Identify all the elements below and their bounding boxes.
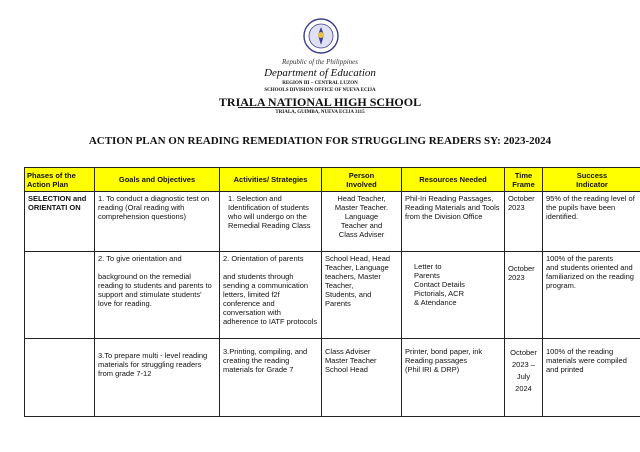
cell-indicator: 95% of the reading level of the pupils have been identified. bbox=[543, 192, 640, 252]
table-row bbox=[25, 192, 640, 252]
cell-person: Head Teacher, Master Teacher. Language Teacher and Class Adviser bbox=[322, 192, 402, 252]
cell-phase: SELECTION and ORIENTATI ON bbox=[25, 192, 95, 252]
deped-seal-logo bbox=[303, 18, 339, 54]
col-indicator: Success Indicator bbox=[543, 168, 640, 192]
col-person: Person Involved bbox=[322, 168, 402, 192]
cell-phase bbox=[25, 252, 95, 339]
col-resources: Resources Needed bbox=[402, 168, 505, 192]
department-name: Department of Education bbox=[264, 67, 376, 79]
school-name: TRIALA NATIONAL HIGH SCHOOL bbox=[218, 95, 422, 109]
cell-person: Class Adviser Master Teacher School Head bbox=[322, 339, 402, 417]
cell-resources: Phil-Iri Reading Passages, Reading Materials and Tools from the Division Office bbox=[402, 192, 505, 252]
cell-goal: 1. To conduct a diagnostic test on reading (Oral reading with comprehension questions) bbox=[95, 192, 220, 252]
cell-activity: 2. Orientation of parents and students through sending a communication letters, limited f2f conference and conversation with adherence to IATF protocols bbox=[220, 252, 322, 339]
division-line: SCHOOLS DIVISION OFFICE OF NUEVA ECIJA bbox=[264, 88, 376, 93]
cell-time: October 2023 bbox=[505, 192, 543, 252]
cell-time: October 2023 bbox=[505, 252, 543, 339]
region-line: REGION III – CENTRAL LUZON bbox=[282, 81, 358, 86]
table-row bbox=[25, 252, 640, 339]
cell-phase bbox=[25, 339, 95, 417]
cell-person: School Head, Head Teacher, Language teachers, Master Teacher, Students, and Parents bbox=[322, 252, 402, 339]
cell-goal: 3.To prepare multi - level reading materials for struggling readers from grade 7-12 bbox=[95, 339, 220, 417]
republic-line: Republic of the Philippines bbox=[281, 58, 358, 66]
col-goals: Goals and Objectives bbox=[95, 168, 220, 192]
cell-resources: Printer, bond paper, ink Reading passages (Phil IRI & DRP) bbox=[402, 339, 505, 417]
cell-indicator: 100% of the parents and students oriented and familiarized on the reading program. bbox=[543, 252, 640, 339]
action-plan-table bbox=[24, 167, 640, 417]
document-title: ACTION PLAN ON READING REMEDIATION FOR STRUGGLING READERS SY: 2023-2024 bbox=[88, 135, 552, 147]
school-address: TRIALA, GUIMBA, NUEVA ECIJA 3115 bbox=[275, 110, 365, 115]
col-time: Time Frame bbox=[505, 168, 543, 192]
cell-indicator: 100% of the reading materials were compiled and printed bbox=[543, 339, 640, 417]
col-activities: Activities/ Strategies bbox=[220, 168, 322, 192]
cell-time: October 2023 – July 2024 bbox=[505, 339, 543, 417]
cell-activity: 1. Selection and Identification of students who will undergo on the Remedial Reading Class bbox=[220, 192, 322, 252]
table-header-row bbox=[25, 168, 640, 192]
cell-resources: Letter to Parents Contact Details Pictorials, ACR & Atendance bbox=[402, 252, 505, 339]
cell-goal: 2. To give orientation and background on the remedial reading to students and parents to support and stimulate students' love for reading. bbox=[95, 252, 220, 339]
col-phase: Phases of the Action Plan bbox=[25, 168, 95, 192]
table-row bbox=[25, 339, 640, 417]
cell-activity: 3.Printing, compiling, and creating the reading materials for Grade 7 bbox=[220, 339, 322, 417]
